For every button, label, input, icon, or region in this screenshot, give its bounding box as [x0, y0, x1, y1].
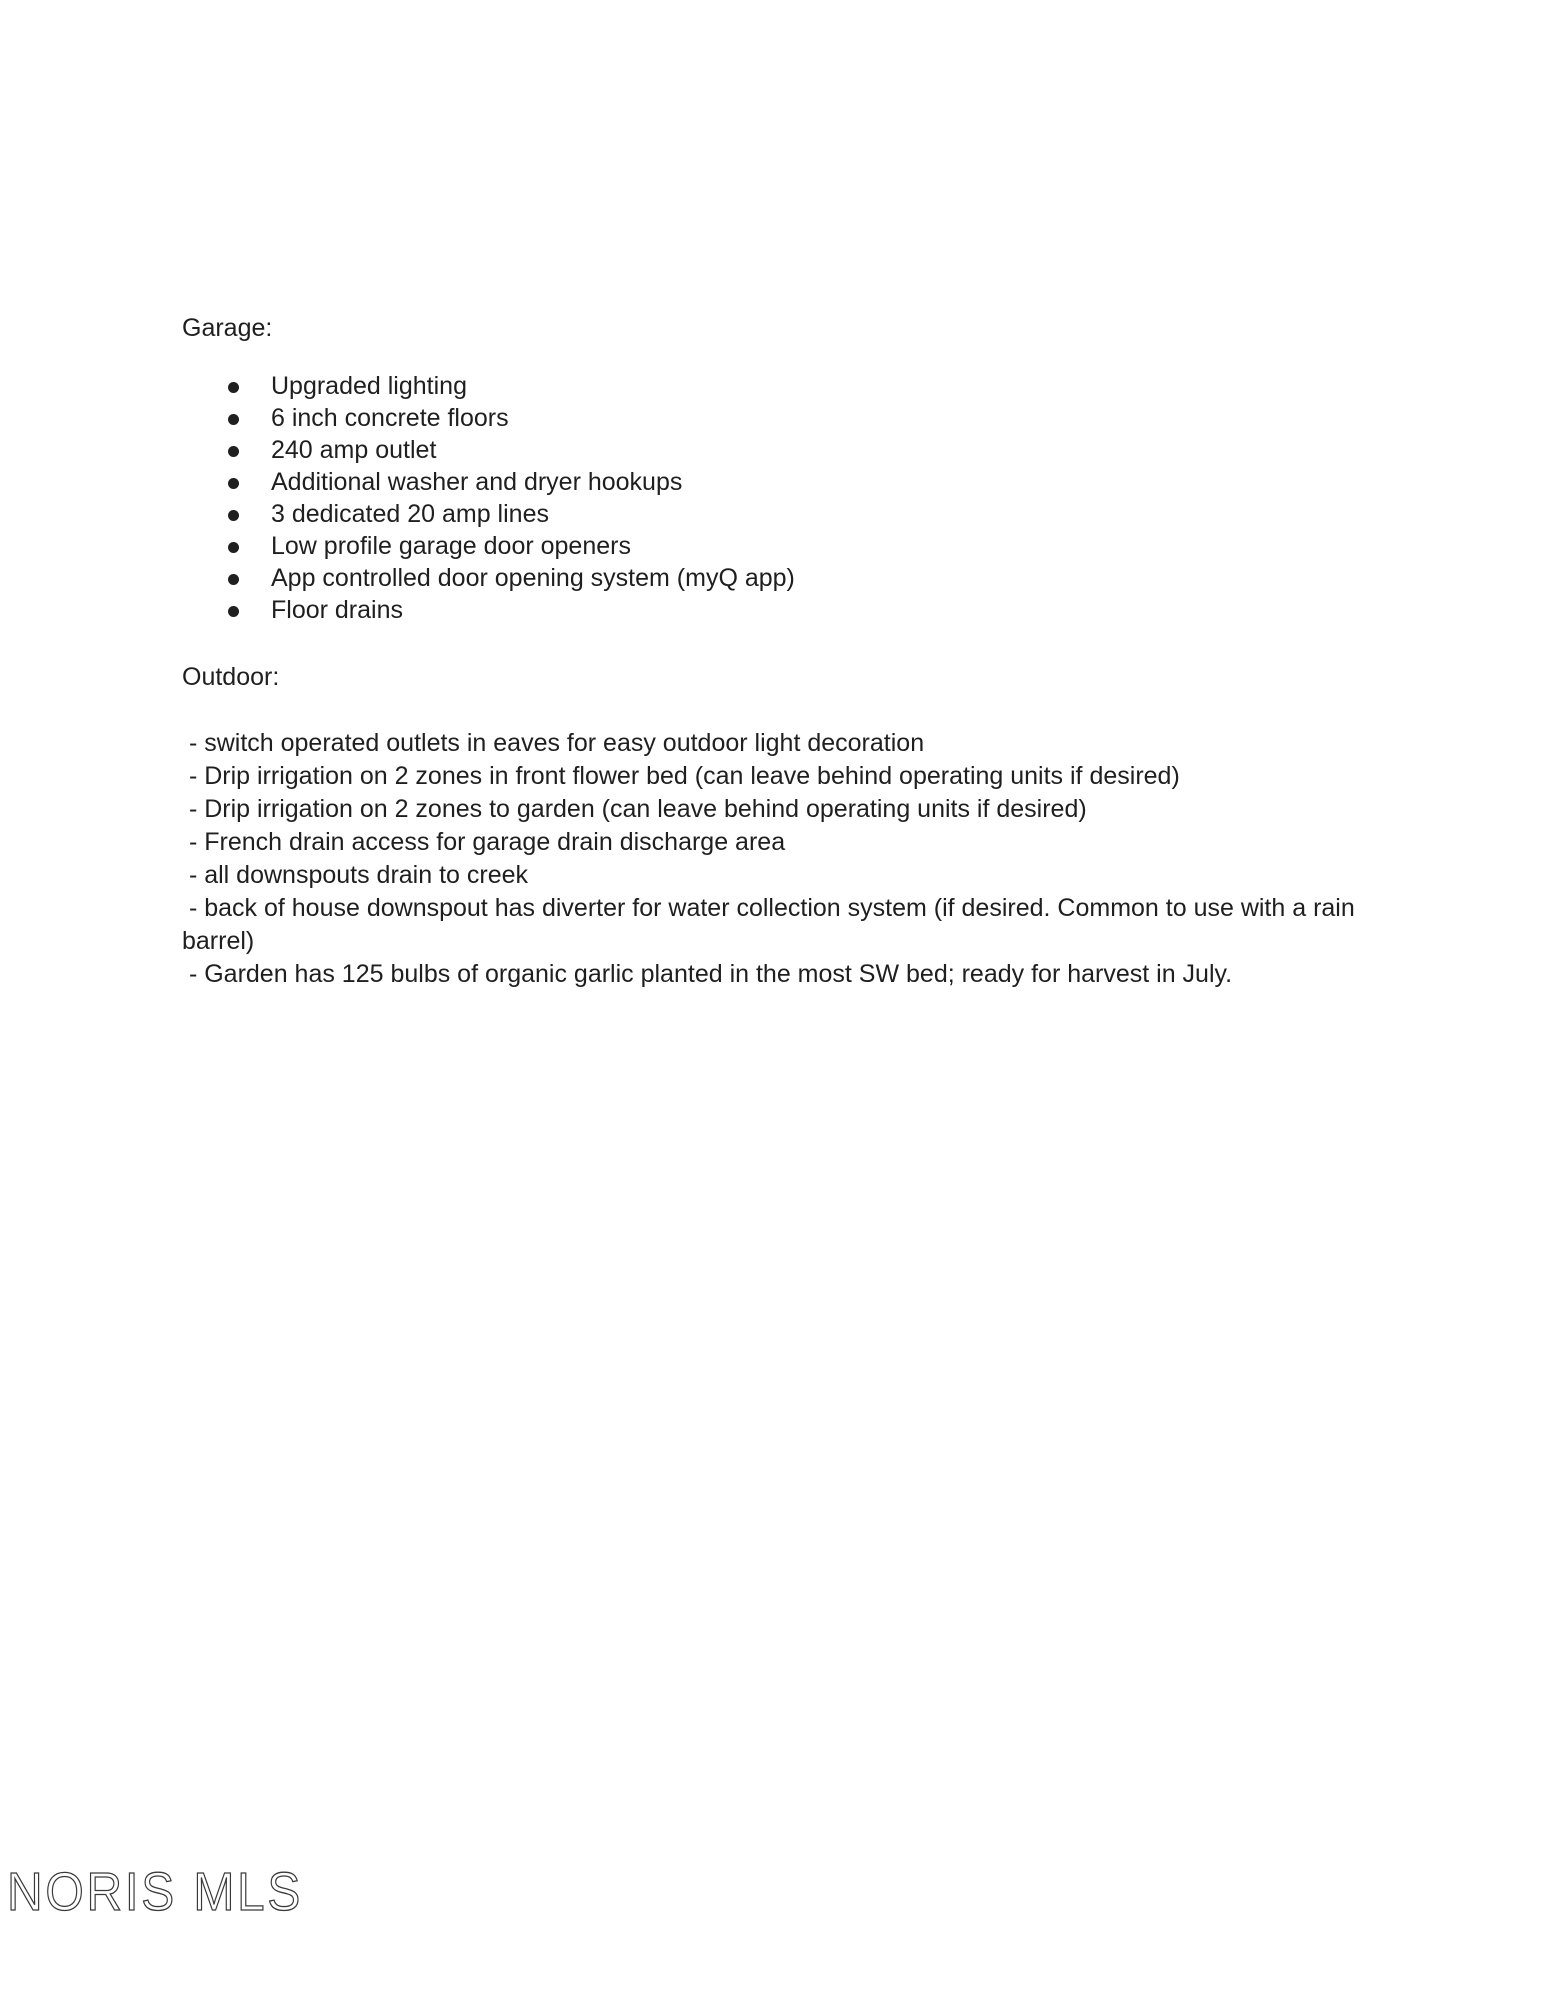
bullet-icon	[228, 414, 239, 425]
garage-list	[182, 370, 1362, 626]
list-item: - all downspouts drain to creek	[182, 861, 529, 889]
list-item-text: 6 inch concrete floors	[271, 404, 509, 432]
noris-mls-logo	[7, 1862, 307, 1922]
bullet-icon	[228, 510, 239, 521]
bullet-icon	[228, 574, 239, 585]
list-item: - French drain access for garage drain discharge area	[182, 828, 786, 856]
list-item	[182, 466, 1362, 498]
list-item: - back of house downspout has diverter for water collection system (if desired. Common to use with a rain barrel)	[182, 894, 1362, 955]
list-item-text: Upgraded lighting	[271, 372, 467, 400]
list-item: - Drip irrigation on 2 zones in front flower bed (can leave behind operating units if desired)	[182, 762, 1180, 790]
list-item	[182, 370, 1362, 402]
list-item	[182, 594, 1362, 626]
list-item-text: App controlled door opening system (myQ app)	[271, 564, 795, 592]
bullet-icon	[228, 382, 239, 393]
page-content	[182, 312, 1362, 991]
logo-text: NORIS MLS	[7, 1862, 303, 1922]
list-item	[182, 434, 1362, 466]
list-item: - switch operated outlets in eaves for easy outdoor light decoration	[182, 729, 925, 757]
list-item	[182, 402, 1362, 434]
list-item-text: 240 amp outlet	[271, 436, 437, 464]
bullet-icon	[228, 542, 239, 553]
list-item	[182, 530, 1362, 562]
list-item	[182, 498, 1362, 530]
outdoor-list	[182, 727, 1362, 991]
garage-heading: Garage:	[182, 314, 273, 342]
list-item	[182, 562, 1362, 594]
bullet-icon	[228, 478, 239, 489]
outdoor-heading: Outdoor:	[182, 663, 280, 691]
list-item-text: Floor drains	[271, 596, 403, 624]
list-item-text: 3 dedicated 20 amp lines	[271, 500, 549, 528]
bullet-icon	[228, 606, 239, 617]
bullet-icon	[228, 446, 239, 457]
list-item-text: Low profile garage door openers	[271, 532, 631, 560]
list-item: - Drip irrigation on 2 zones to garden (can leave behind operating units if desired)	[182, 795, 1087, 823]
list-item: - Garden has 125 bulbs of organic garlic planted in the most SW bed; ready for harvest in July.	[182, 960, 1233, 988]
list-item-text: Additional washer and dryer hookups	[271, 468, 683, 496]
